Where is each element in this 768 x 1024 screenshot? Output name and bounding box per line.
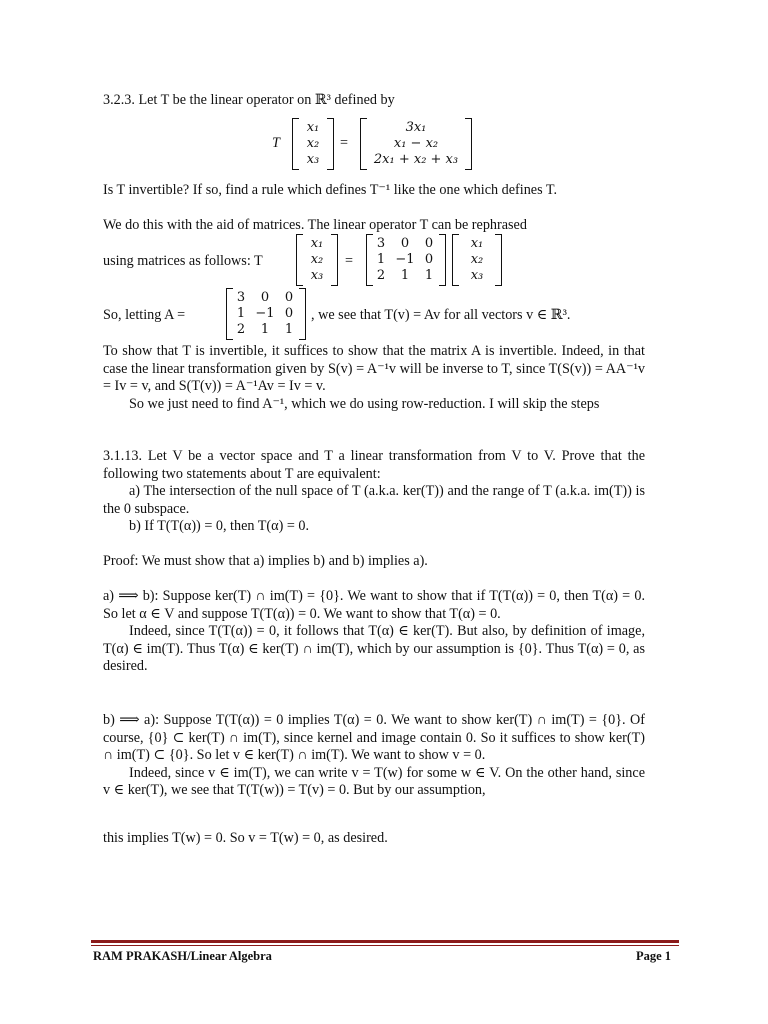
eq2-m21: 1 <box>376 252 386 267</box>
problem-1-question: Is T invertible? If so, find a rule which defines T⁻¹ like the one which defines T. <box>103 182 558 198</box>
a-implies-b-argument: Indeed, since T(T(α)) = 0, it follows that T(α) ∈ ker(T). But also, by definition of image, T(α) ∈ im(T). Thus T(α) ∈ ker(T) ∩ im(T), which by our assumption is {0}. Thus T(α) = 0, as desired. <box>103 623 645 674</box>
footer-page-number: Page 1 <box>636 949 672 963</box>
eq2-m32: 1 <box>400 268 410 283</box>
eq2-lhs-x3: x₃ <box>310 268 324 283</box>
eq2-vec-x1: x₁ <box>470 236 484 251</box>
eq3-m33: 1 <box>284 322 294 337</box>
footer-rule-thick <box>91 940 679 943</box>
eq3-m31: 2 <box>236 322 246 337</box>
eq1-rhs-row2: x₁ − x₂ <box>393 136 439 151</box>
eq2-m22: −1 <box>395 252 415 267</box>
b-implies-a-block <box>103 712 645 800</box>
solution-intro-block <box>103 217 645 235</box>
eq1-lhs-vector <box>292 118 334 170</box>
eq2-prefix: using matrices as follows: T <box>103 253 263 269</box>
eq2-vector <box>452 234 502 286</box>
eq2-vec-x2: x₂ <box>470 252 484 267</box>
eq2-m31: 2 <box>376 268 386 283</box>
eq2-m12: 0 <box>400 236 410 251</box>
eq1-lhs-x3: x₃ <box>306 152 320 167</box>
eq3-m32: 1 <box>260 322 270 337</box>
eq3-m11: 3 <box>236 290 246 305</box>
problem-1-header <box>103 92 645 110</box>
eq2-m23: 0 <box>424 252 434 267</box>
eq1-rhs-row1: 3x₁ <box>405 120 427 135</box>
eq3-suffix: , we see that T(v) = Av for all vectors v ∈ ℝ³. <box>311 307 571 323</box>
eq2-vec-x3: x₃ <box>470 268 484 283</box>
eq3-prefix: So, letting A = <box>103 307 186 323</box>
eq2-equals: = <box>345 253 354 269</box>
eq1-equals: = <box>340 135 349 151</box>
eq3-m23: 0 <box>284 306 294 321</box>
b-implies-a-argument: Indeed, since v ∈ im(T), we can write v = T(w) for some w ∈ V. On the other hand, since v ∈ ker(T), we see that T(T(w)) = T(v) = 0. But by our assumption, <box>103 764 645 798</box>
problem-2-block <box>103 448 645 536</box>
problem-2-header: 3.1.13. Let V be a vector space and T a linear transformation from V to V. Prove that the following two statements about T are equivalent: <box>103 448 645 482</box>
b-implies-a-setup: b) ⟹ a): Suppose T(T(α)) = 0 implies T(α) = 0. We want to show ker(T) ∩ im(T) = {0}. Of course, {0} ⊂ ker(T) ∩ im(T), since kernel and image contain 0. So it suffices to show ker(T) ∩ im(T) ⊂ {0}. So let v ∈ ker(T) ∩ im(T). We want to show v = 0. <box>103 712 645 763</box>
footer-author-title: RAM PRAKASH/Linear Algebra <box>93 949 272 963</box>
proof-intro: Proof: We must show that a) implies b) and b) implies a). <box>103 553 428 569</box>
invertibility-paragraph <box>103 343 645 413</box>
eq2-lhs-x1: x₁ <box>310 236 324 251</box>
eq2-lhs-x2: x₂ <box>310 252 324 267</box>
eq3-matrix-a <box>226 288 306 340</box>
proof-intro-block <box>103 553 645 571</box>
row-reduction-text: So we just need to find A⁻¹, which we do using row-reduction. I will skip the steps <box>129 395 600 412</box>
eq3-m13: 0 <box>284 290 294 305</box>
eq3-m12: 0 <box>260 290 270 305</box>
eq2-lhs-vector <box>296 234 338 286</box>
eq3-m21: 1 <box>236 306 246 321</box>
a-implies-b-block <box>103 588 645 676</box>
eq1-lhs-x1: x₁ <box>306 120 320 135</box>
a-implies-b-setup: a) ⟹ b): Suppose ker(T) ∩ im(T) = {0}. We want to show that if T(T(α)) = 0, then T(α) = 0. So let α ∈ V and suppose T(T(α)) = 0. We want to show that T(α) = 0. <box>103 588 645 622</box>
statement-b: b) If T(T(α)) = 0, then T(α) = 0. <box>129 518 310 534</box>
solution-intro: We do this with the aid of matrices. The linear operator T can be rephrased <box>103 217 527 233</box>
eq3-m22: −1 <box>255 306 275 321</box>
eq1-rhs-row3: 2x₁ + x₂ + x₃ <box>373 152 459 167</box>
problem-1-question-block <box>103 182 645 200</box>
eq2-m11: 3 <box>376 236 386 251</box>
eq2-matrix <box>366 234 446 286</box>
eq1-rhs-vector <box>360 118 472 170</box>
invertibility-text: To show that T is invertible, it suffices to show that the matrix A is invertible. Indeed, in that case the linear transformation given by S(v) = A⁻¹v will be inverse to T, since T(S(v)) = AA⁻¹v = Iv = v, and S(T(v)) = A⁻¹Av = Iv = v. <box>103 343 645 394</box>
conclusion-block <box>103 830 645 848</box>
eq1-operator-label: T <box>272 135 280 151</box>
eq2-m13: 0 <box>424 236 434 251</box>
problem-1-statement: 3.2.3. Let T be the linear operator on ℝ³ defined by <box>103 92 395 108</box>
eq2-m33: 1 <box>424 268 434 283</box>
footer-rule-thin <box>91 945 679 946</box>
statement-a: a) The intersection of the null space of T (a.k.a. ker(T)) and the range of T (a.k.a. im(T)) is the 0 subspace. <box>103 483 645 517</box>
conclusion-text: this implies T(w) = 0. So v = T(w) = 0, as desired. <box>103 830 388 846</box>
eq1-lhs-x2: x₂ <box>306 136 320 151</box>
